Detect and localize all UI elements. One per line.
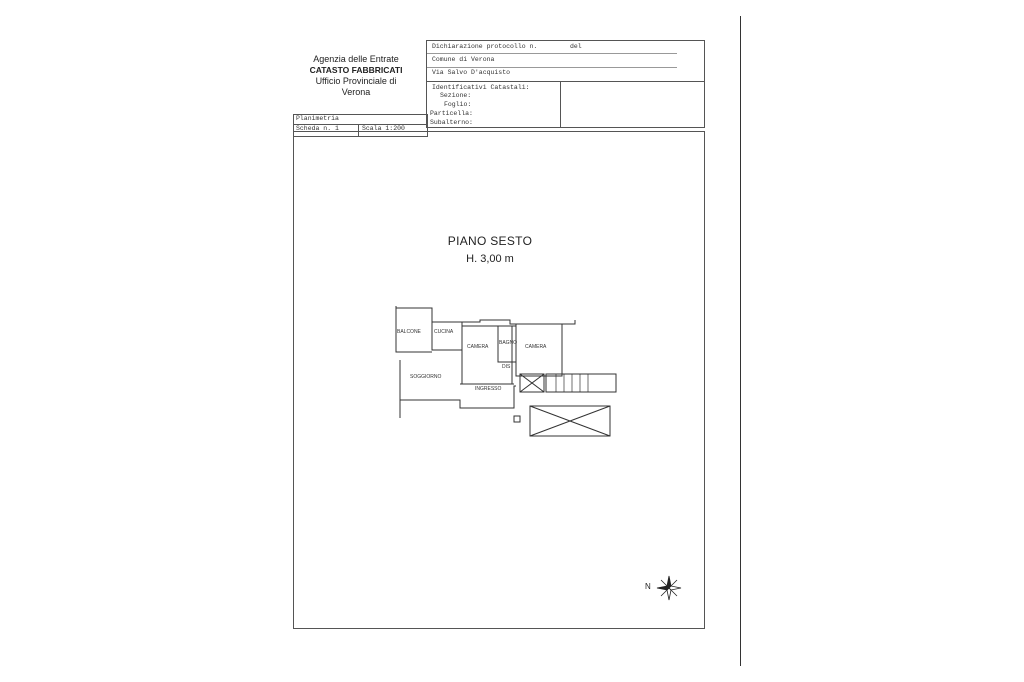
compass-rose-icon <box>656 575 682 601</box>
comune-label: Comune di Verona <box>432 56 495 63</box>
page-edge-rule <box>740 16 741 666</box>
room-bagno: BAGNO <box>499 340 518 346</box>
foglio-label: Foglio: <box>444 101 472 108</box>
agency-line-1: Agenzia delle Entrate <box>313 54 399 64</box>
planimetria-label: Planimetria <box>296 115 339 122</box>
identificativi-label: Identificativi Catastali: <box>432 84 530 91</box>
floor-height: H. 3,00 m <box>466 253 514 265</box>
room-dis: DIS <box>502 364 511 370</box>
subalterno-label: Subalterno: <box>430 119 473 126</box>
particella-label: Particella: <box>430 110 473 117</box>
agency-line-4: Verona <box>341 87 371 97</box>
scala-label: Scala 1:200 <box>362 125 405 132</box>
agency-line-3: Ufficio Provinciale di <box>315 76 397 86</box>
room-ingresso: INGRESSO <box>475 386 502 392</box>
room-cucina: CUCINA <box>434 329 454 335</box>
agency-line-2: CATASTO FABBRICATI <box>309 65 403 75</box>
room-camera-2: CAMERA <box>525 344 547 350</box>
agency-heading <box>290 54 422 98</box>
room-soggiorno: SOGGIORNO <box>410 374 442 380</box>
dichiarazione-label: Dichiarazione protocollo n. <box>432 43 538 50</box>
sezione-label: Sezione: <box>440 92 472 99</box>
del-label: del <box>570 43 582 50</box>
room-balcone: BALCONE <box>397 329 421 335</box>
north-label: N <box>645 582 651 591</box>
room-camera-1: CAMERA <box>467 344 489 350</box>
floor-title: PIANO SESTO <box>447 234 533 248</box>
scheda-label: Scheda n. 1 <box>296 125 339 132</box>
via-label: Via Salvo D'acquisto <box>432 69 511 76</box>
